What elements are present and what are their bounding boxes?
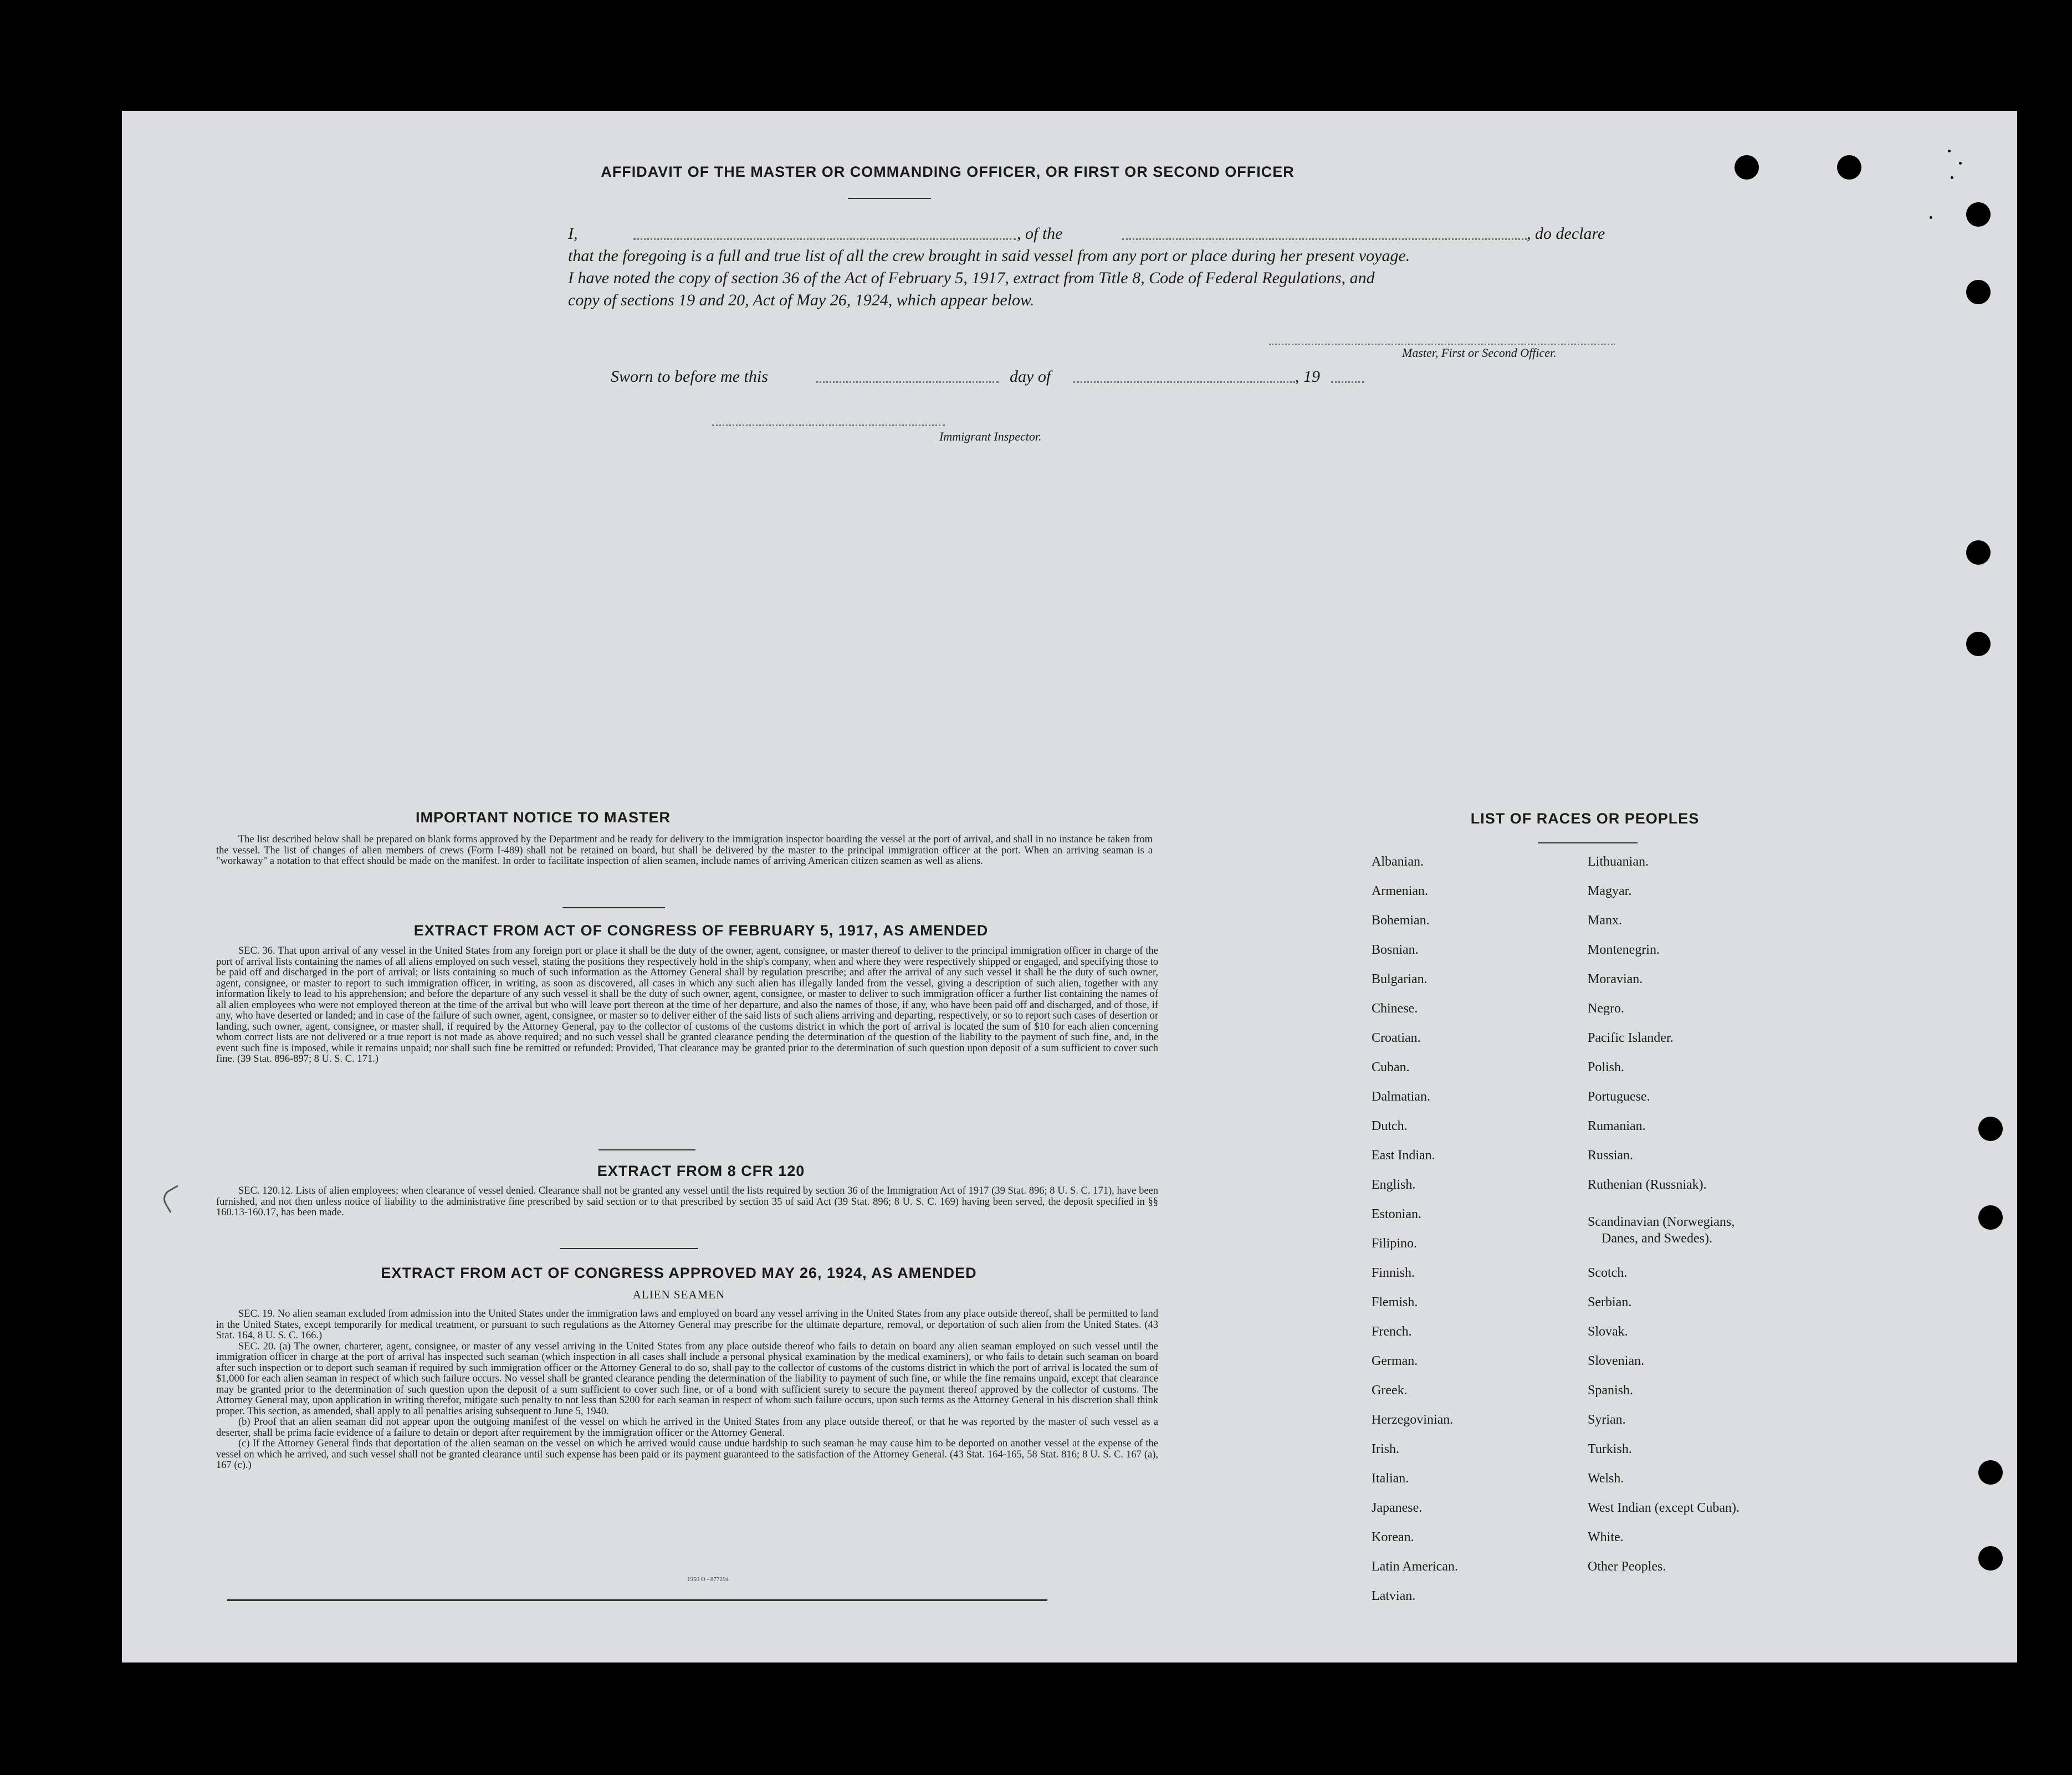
punch-hole-icon [1966, 540, 1991, 565]
race-item: Polish. [1588, 1060, 1625, 1075]
race-item: Japanese. [1372, 1501, 1423, 1515]
race-item: Moravian. [1588, 972, 1643, 986]
races-title: LIST OF RACES OR PEOPLES [1470, 810, 1700, 827]
race-item: French. [1372, 1324, 1412, 1339]
sworn-year-field[interactable] [1331, 381, 1364, 383]
race-item: Scotch. [1588, 1266, 1628, 1280]
section-19-paragraph: SEC. 19. No alien seaman excluded from admission into the United States under the immigration laws and employed on board any vessel arriving in the United States from any place outside thereof, shall be permitted to land in the United States, except temporarily for medical treatment, or pursuant to such regulations as the Attorney General may prescribe for the ultimate departure, removal, or deportation of such alien from the United States. (43 Stat. 164, 8 U. S. C. 166.) [216, 1308, 1158, 1341]
race-item: Croatian. [1372, 1031, 1421, 1045]
master-signature-field[interactable] [1269, 344, 1615, 345]
declaration-line-2: that the foregoing is a full and true list of all the crew brought in said vessel from any port or place during her present voyage. [568, 247, 1410, 265]
race-item: Albanian. [1372, 855, 1424, 869]
punch-hole-icon [1837, 155, 1861, 180]
race-item: Finnish. [1372, 1266, 1415, 1280]
race-item: White. [1588, 1530, 1624, 1544]
year-prefix-text: , 19 [1295, 367, 1320, 386]
vessel-name-field[interactable] [1122, 238, 1527, 240]
extract-1917-title: EXTRACT FROM ACT OF CONGRESS OF FEBRUARY 5, 1917, AS AMENDED [413, 922, 989, 939]
extract-8cfr-text [216, 1186, 1158, 1219]
alien-seamen-subtitle: ALIEN SEAMEN [632, 1288, 725, 1301]
race-item: Estonian. [1372, 1207, 1421, 1221]
punch-hole-icon [1978, 1117, 2003, 1141]
race-item: Filipino. [1372, 1236, 1418, 1251]
race-item: German. [1372, 1354, 1418, 1368]
race-item: Greek. [1372, 1383, 1408, 1398]
race-item: Cuban. [1372, 1060, 1410, 1075]
form-sheet [122, 111, 2017, 1663]
race-item: Armenian. [1372, 884, 1428, 898]
race-item: Italian. [1372, 1471, 1409, 1486]
day-of-text: day of [1010, 367, 1051, 386]
race-item: Korean. [1372, 1530, 1414, 1544]
race-item: Russian. [1588, 1148, 1634, 1163]
race-item: Magyar. [1588, 884, 1632, 898]
declaration-line-3: I have noted the copy of section 36 of the Act of February 5, 1917, extract from Title 8, Code of Federal Regulations, and [568, 269, 1375, 287]
master-signature-caption: Master, First or Second Officer. [1402, 346, 1557, 360]
race-item: Manx. [1588, 913, 1622, 928]
race-item: Dutch. [1372, 1119, 1408, 1133]
race-item: Bosnian. [1372, 943, 1419, 957]
print-code: 1950 O - 877294 [687, 1576, 729, 1583]
inspector-caption: Immigrant Inspector. [939, 429, 1042, 443]
race-item: Rumanian. [1588, 1119, 1646, 1133]
race-item: Slovak. [1588, 1324, 1628, 1339]
section-20a-paragraph: SEC. 20. (a) The owner, charterer, agent, consignee, or master of any vessel arriving in the United States from any place outside thereof who fails to detain on board any alien seaman employed on such vessel until the immigration officer in charge at the port of arrival has inspected such seaman (which inspection in all cases shall include a personal physical examination by the medical examiners), or who fails to detain such seaman on board after such inspection or to deport such seaman if required by such immigration officer or the Attorney General to do so, shall pay to the collector of customs of the customs district in which the port of arrival is located the sum of $1,000 for each alien seaman in respect of which such failure occurs. No vessel shall be granted clearance pending the determination of the liability to payment of such fine, or while the fine remains unpaid, except that clearance may be granted prior to the determination of such question upon the deposit of a sum sufficient to cover such fine, or of a bond with sufficient surety to secure the payment thereof approved by the collector of customs. The Attorney General may, upon application in writing therefor, mitigate such penalty to not less than $200 for each seaman in respect of whom such failure occurs, upon such terms as the Attorney General in his discretion shall think proper. This section, as amended, shall apply to all penalties arising subsequent to June 5, 1940. [216, 1341, 1158, 1417]
race-item: Turkish. [1588, 1442, 1632, 1456]
extract-1917-text [216, 946, 1158, 1065]
punch-hole-icon [1978, 1205, 2003, 1230]
sworn-month-field[interactable] [1073, 381, 1295, 383]
punch-hole-icon [1966, 202, 1991, 227]
do-declare-text: , do declare [1527, 224, 1605, 243]
section-20c-paragraph: (c) If the Attorney General finds that deportation of the alien seaman on the vessel on which he arrived would cause undue hardship to such seaman he may cause him to be deported on another vessel at the expense of the vessel on which he arrived, and such vessel shall not be granted clearance until such expense has been paid or its payment guaranteed to the satisfaction of the Attorney General. (43 Stat. 164-165, 58 Stat. 816; 8 U. S. C. 167 (a), 167 (c).) [216, 1438, 1158, 1471]
race-item: Portuguese. [1588, 1089, 1650, 1104]
sworn-to-text: Sworn to before me this [611, 367, 768, 386]
race-item: Negro. [1588, 1001, 1624, 1016]
punch-hole-icon [1735, 155, 1759, 180]
race-item: Other Peoples. [1588, 1559, 1666, 1574]
declaration-line-4: copy of sections 19 and 20, Act of May 26, 1924, which appear below. [568, 291, 1035, 309]
race-item: Spanish. [1588, 1383, 1634, 1398]
race-item: Slovenian. [1588, 1354, 1644, 1368]
section-120-12-paragraph: SEC. 120.12. Lists of alien employees; when clearance of vessel denied. Clearance shall not be granted any vessel until the lists required by section 36 of the Immigration Act of 1917 (39 Stat. 896; 8 U. S. C. 171), have been furnished, and not then unless notice of liability to the administrative fine prescribed by said section or to that prescribed by section 35 of said Act (39 Stat. 896; 8 U. S. C. 169) having been served, the deposit specified in §§ 160.13-160.17, has been made. [216, 1185, 1158, 1218]
notice-title: IMPORTANT NOTICE TO MASTER [416, 809, 671, 826]
extract-1924-title: EXTRACT FROM ACT OF CONGRESS APPROVED MAY 26, 1924, AS AMENDED [381, 1265, 977, 1281]
race-item: Flemish. [1372, 1295, 1418, 1309]
name-field[interactable] [633, 238, 1016, 240]
affidavit-title: AFFIDAVIT OF THE MASTER OR COMMANDING OFFICER, OR FIRST OR SECOND OFFICER [601, 163, 1295, 180]
race-item: Ruthenian (Russniak). [1588, 1178, 1707, 1192]
race-item: Montenegrin. [1588, 943, 1660, 957]
notice-paragraph: The list described below shall be prepared on blank forms approved by the Department and be ready for delivery to the immigration inspector boarding the vessel at the port of arrival, and shall in no instance be taken from the vessel. The list of changes of alien members of crews (Form I-489) shall not be retained on board, but shall be delivered by the master to the principal immigration officer at the port. When an arriving seaman is a "workaway" a notation to that effect should be made on the manifest. In order to facilitate inspection of alien seamen, include names of arriving American citizen seamen as well as aliens. [216, 834, 1153, 867]
race-item: West Indian (except Cuban). [1588, 1501, 1740, 1515]
extract-8cfr-title: EXTRACT FROM 8 CFR 120 [597, 1163, 805, 1179]
extract-1924-text [216, 1309, 1158, 1471]
section-20b-paragraph: (b) Proof that an alien seaman did not appear upon the outgoing manifest of the vessel on which he arrived in the United States from any place outside thereof, or that he was reported by the master of such vessel as a deserter, shall be prima facie evidence of a failure to detain or deport after requirement by the immigration officer or the Attorney General. [216, 1416, 1158, 1439]
race-item: East Indian. [1372, 1148, 1435, 1163]
notice-text [216, 835, 1153, 867]
race-item: Danes, and Swedes). [1602, 1231, 1712, 1246]
race-item: Pacific Islander. [1588, 1031, 1674, 1045]
bottom-rule [227, 1599, 1047, 1601]
punch-hole-icon [1966, 632, 1991, 656]
of-the-text: , of the [1017, 224, 1063, 243]
race-item: Scandinavian (Norwegians, [1588, 1215, 1735, 1229]
inspector-signature-field[interactable] [712, 424, 945, 426]
race-item: Bulgarian. [1372, 972, 1428, 986]
affidavit-declaration [568, 223, 1621, 311]
race-item: English. [1372, 1178, 1416, 1192]
race-item: Latin American. [1372, 1559, 1458, 1574]
race-item: Welsh. [1588, 1471, 1624, 1486]
race-item: Bohemian. [1372, 913, 1430, 928]
sworn-day-field[interactable] [816, 381, 999, 383]
affidavit-lead-i: I, [568, 224, 578, 243]
race-item: Lithuanian. [1588, 855, 1649, 869]
punch-hole-icon [1966, 280, 1991, 304]
race-item: Chinese. [1372, 1001, 1418, 1016]
race-item: Irish. [1372, 1442, 1399, 1456]
race-item: Serbian. [1588, 1295, 1632, 1309]
punch-hole-icon [1978, 1546, 2003, 1571]
race-item: Herzegovinian. [1372, 1413, 1454, 1427]
race-item: Dalmatian. [1372, 1089, 1430, 1104]
race-item: Syrian. [1588, 1413, 1626, 1427]
race-item: Latvian. [1372, 1589, 1416, 1603]
punch-hole-icon [1978, 1460, 2003, 1485]
section-36-paragraph: SEC. 36. That upon arrival of any vessel in the United States from any foreign port or place it shall be the duty of the owner, agent, consignee, or master thereof to deliver to the principal immigration officer in charge of the port of arrival lists containing the names of all aliens employed on such vessel, stating the positions they respectively hold in the ship's company, when and where they were respectively shipped or engaged, and specifying those to be paid off and discharged in the port of arrival; or lists containing so much of such information as the Attorney General shall by regulation prescribe; and after the arrival of any such vessel it shall be the duty of such owner, agent, consignee, or master to report to such immigration officer, in writing, as soon as discovered, all cases in which any such alien has illegally landed from the vessel, giving a description of such alien, together with any information likely to lead to his apprehension; and before the departure of any such vessel it shall be the duty of such owner, agent, consignee, or master to deliver to such immigration officer a further list containing the names of all alien employees who were not employed thereon at the time of the arrival but who will leave port thereon at the time of her departure, and also the names of those, if any, who have been paid off and discharged, and of those, if any, who have deserted or landed; and in case of the failure of such owner, agent, consignee, or master so to deliver either of the said lists of such aliens arriving and departing, respectively, or so to report such cases of desertion or landing, such owner, agent, consignee, or master shall, if required by the Attorney General, pay to the collector of customs of the customs district in which the port of arrival is located the sum of $10 for each alien concerning whom correct lists are not delivered or a true report is not made as above required; and no such vessel shall be granted clearance pending the determination of the question of the liability to the payment of such fine, and, in the event such fine is imposed, while it remains unpaid; nor shall such fine be remitted or refunded: Provided, That clearance may be granted prior to the determination of such question upon deposit of a sum sufficient to cover such fine. (39 Stat. 896-897; 8 U. S. C. 171.) [216, 945, 1158, 1065]
background-speck [22, 1236, 25, 1245]
